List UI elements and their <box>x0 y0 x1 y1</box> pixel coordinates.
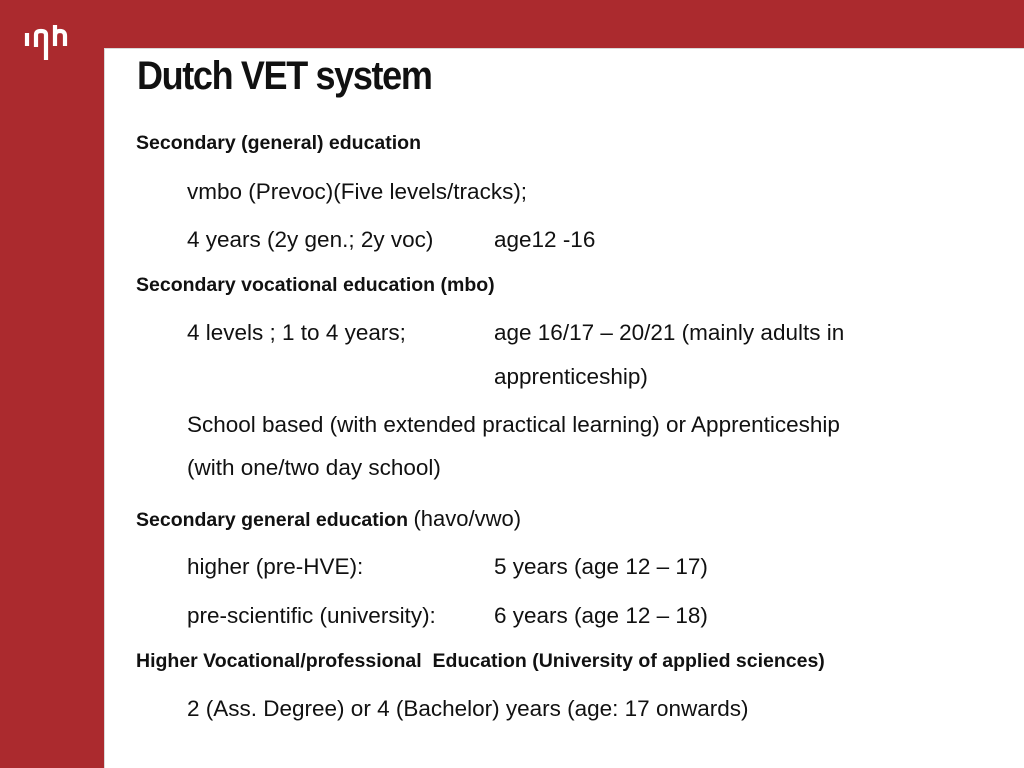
section-heading-general-label: Secondary general education <box>136 509 409 531</box>
vwo-years: 6 years (age 12 – 18) <box>494 603 708 628</box>
vmbo-age: age12 -16 <box>494 227 596 252</box>
section-heading-higher-vocational: Higher Vocational/professional Education (University of applied sciences) <box>136 650 825 672</box>
havo-years: 5 years (age 12 – 17) <box>494 554 708 579</box>
section-heading-vocational: Secondary vocational education (mbo) <box>136 274 495 296</box>
vwo-label: pre-scientific (university): <box>187 603 436 628</box>
mbo-school-based-cont: (with one/two day school) <box>187 455 441 480</box>
hbo-duration: 2 (Ass. Degree) or 4 (Bachelor) years (age: 17 onwards) <box>187 696 749 721</box>
slide-title: Dutch VET system <box>137 54 432 98</box>
section-heading-general-suffix: (havo/vwo) <box>413 506 522 531</box>
inh-logo <box>22 20 82 60</box>
mbo-levels: 4 levels ; 1 to 4 years; <box>187 320 406 345</box>
mbo-age: age 16/17 – 20/21 (mainly adults in <box>494 320 845 345</box>
mbo-age-cont: apprenticeship) <box>494 364 648 389</box>
section-heading-secondary-general: Secondary (general) education <box>136 132 421 154</box>
havo-label: higher (pre-HVE): <box>187 554 364 579</box>
mbo-school-based: School based (with extended practical learning) or Apprenticeship <box>187 412 840 437</box>
side-bar <box>0 0 104 768</box>
vmbo-years: 4 years (2y gen.; 2y voc) <box>187 227 434 252</box>
top-bar <box>0 0 1024 48</box>
vmbo-line: vmbo (Prevoc)(Five levels/tracks); <box>187 179 528 204</box>
section-heading-general-havo-vwo <box>136 506 521 532</box>
